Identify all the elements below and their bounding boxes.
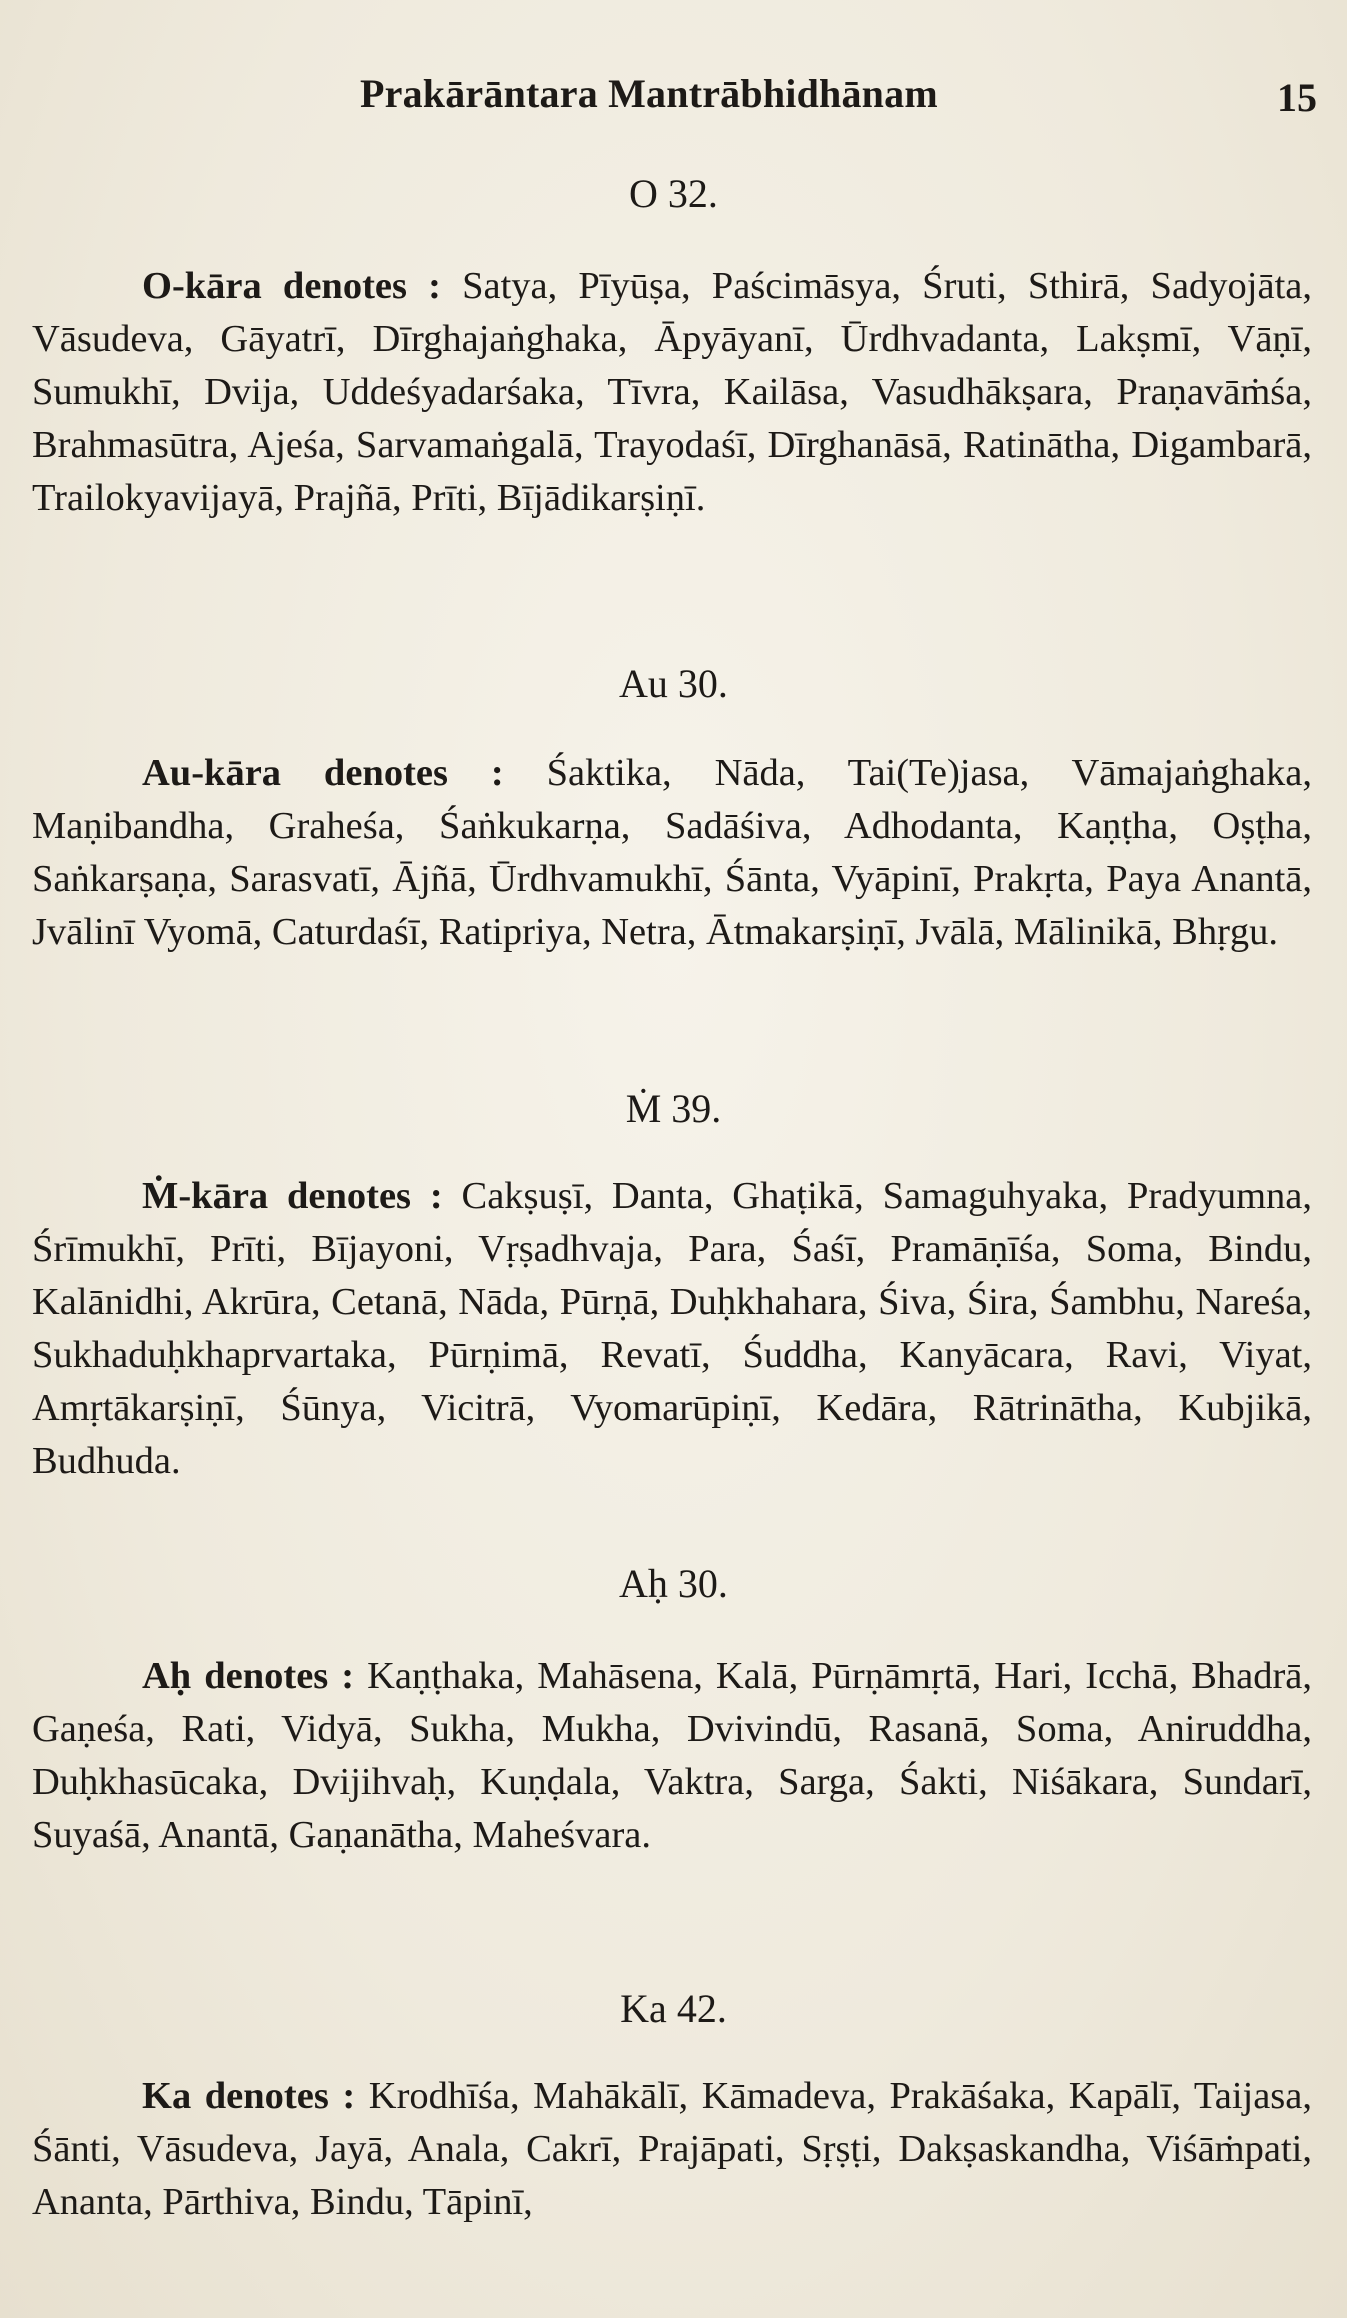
- page-number: 15: [1277, 75, 1317, 120]
- section-text-au: Śaktika, Nāda, Tai(Te)jasa, Vāmajaṅghaka, Maṇibandha, Graheśa, Śaṅkukarṇa, Sadāśiva, Adhodanta, Kaṇṭha, Oṣṭha, Saṅkarṣaṇa, Sarasvatī, Ājñā, Ūrdhvamukhī, Śānta, Vyāpinī, Prakṛta, Paya Anantā, Jvālinī Vyomā, Caturdaśī, Ratipriya, Netra, Ātmakarṣiṇī, Jvālā, Mālinikā, Bhṛgu.: [32, 752, 1312, 953]
- section-heading-ka: Ka 42.: [620, 1986, 727, 2031]
- section-paragraph-ah: [32, 1650, 1312, 1862]
- section-text-m: Cakṣuṣī, Danta, Ghaṭikā, Samaguhyaka, Pradyumna, Śrīmukhī, Prīti, Bījayoni, Vṛṣadhvaja, Para, Śaśī, Pramāṇīśa, Soma, Bindu, Kalānidhi, Akrūra, Cetanā, Nāda, Pūrṇā, Duḥkhahara, Śiva, Śira, Śambhu, Nareśa, Sukhaduḥkhaprvartaka, Pūrṇimā, Revatī, Śuddha, Kanyācara, Ravi, Viyat, Amṛtākarṣiṇī, Śūnya, Vicitrā, Vyomarūpiṇī, Kedāra, Rātrinātha, Kubjikā, Budhuda.: [32, 1175, 1312, 1482]
- section-heading-ah: Aḥ 30.: [619, 1561, 728, 1606]
- section-lead-m: Ṁ-kāra denotes :: [142, 1175, 443, 1217]
- section-text-ka: Krodhīśa, Mahākālī, Kāmadeva, Prakāśaka, Kapālī, Taijasa, Śānti, Vāsudeva, Jayā, Anala, Cakrī, Prajāpati, Sṛṣṭi, Dakṣaskandha, Viśāṁpati, Ananta, Pārthiva, Bindu, Tāpinī,: [32, 2075, 1312, 2223]
- section-text-ah: Kaṇṭhaka, Mahāsena, Kalā, Pūrṇāmṛtā, Hari, Icchā, Bhadrā, Gaṇeśa, Rati, Vidyā, Sukha, Mukha, Dvivindū, Rasanā, Soma, Aniruddha, Duḥkhasūcaka, Dvijihvaḥ, Kuṇḍala, Vaktra, Sarga, Śakti, Niśākara, Sundarī, Suyaśā, Anantā, Gaṇanātha, Maheśvara.: [32, 1655, 1312, 1856]
- section-paragraph-m: [32, 1170, 1312, 1488]
- section-text-o: Satya, Pīyūṣa, Paścimāsya, Śruti, Sthirā, Sadyojāta, Vāsudeva, Gāyatrī, Dīrghajaṅghaka, Āpyāyanī, Ūrdhvadanta, Lakṣmī, Vāṇī, Sumukhī, Dvija, Uddeśyadarśaka, Tīvra, Kailāsa, Vasudhākṣara, Praṇavāṁśa, Brahmasūtra, Ajeśa, Sarvamaṅgalā, Trayodaśī, Dīrghanāsā, Ratinātha, Digambarā, Trailokyavijayā, Prajñā, Prīti, Bījādikarṣiṇī.: [32, 265, 1312, 519]
- section-lead-o: O-kāra denotes :: [142, 265, 441, 307]
- section-paragraph-o: [32, 260, 1312, 525]
- running-title: Prakārāntara Mantrābhidhānam: [360, 71, 938, 116]
- section-heading-o: O 32.: [629, 171, 718, 216]
- section-lead-au: Au-kāra denotes :: [142, 752, 504, 794]
- section-paragraph-au: [32, 747, 1312, 959]
- section-paragraph-ka: [32, 2070, 1312, 2229]
- section-lead-ka: Ka denotes :: [142, 2075, 356, 2117]
- section-heading-m: Ṁ 39.: [625, 1086, 722, 1131]
- section-heading-au: Au 30.: [619, 661, 728, 706]
- section-lead-ah: Aḥ denotes :: [142, 1655, 355, 1697]
